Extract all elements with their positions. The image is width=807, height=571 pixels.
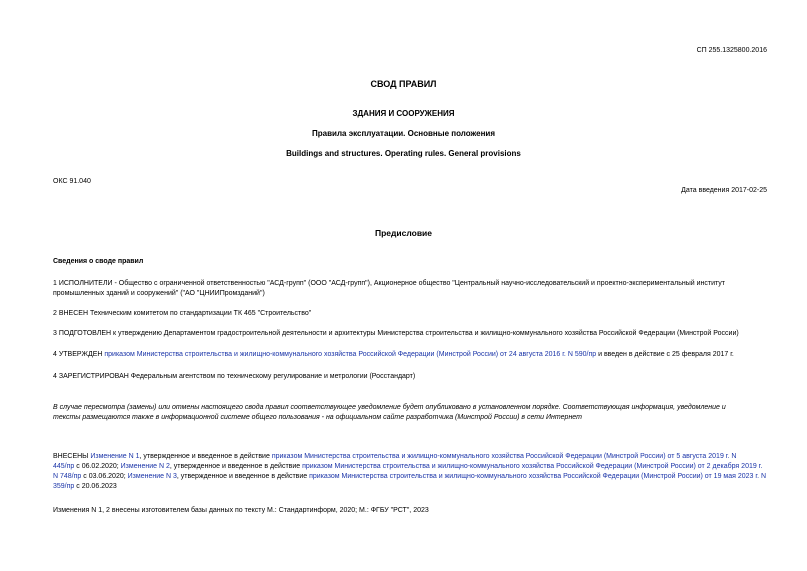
document-title-ru: Правила эксплуатации. Основные положения [312, 129, 495, 138]
changes-text: с 06.02.2020; [74, 463, 121, 470]
change-3-link[interactable]: Изменение N 3 [127, 473, 177, 480]
change-1-link[interactable]: Изменение N 1 [90, 453, 140, 460]
changes-line4 [53, 482, 769, 492]
order-359-link[interactable]: 359/пр [53, 483, 75, 490]
changes-line1 [53, 452, 769, 462]
item-prepared: 3 ПОДГОТОВЛЕН к утверждению Департаментом градостроительной деятельности и архитектуры Министерства строительства и жилищно-коммунального хозяйства Российской Федерации (Минстрой России) [53, 330, 739, 337]
document-code: СП 255.1325800.2016 [696, 47, 767, 54]
document-heading: СВОД ПРАВИЛ [370, 79, 437, 89]
footer-note: Изменения N 1, 2 внесены изготовителем базы данных по тексту М.: Стандартинформ, 2020; М.: ФГБУ "РСТ", 2023 [53, 507, 429, 514]
item-executors-line1: 1 ИСПОЛНИТЕЛИ - Общество с ограниченной ответственностью "АСД-групп" (ООО "АСД-групп"), Акционерное общество "Центральный научно-исследовательский и проектно-экспериментальный институт [53, 280, 725, 287]
changes-prefix: ВНЕСЕНЫ [53, 453, 91, 460]
changes-text: , утвержденное и введенное в действие [139, 453, 272, 460]
changes-text: , утвержденное и введенное в действие [176, 473, 310, 480]
notice-line2: тексты размещаются также в информационной системе общего пользования - на официальном сайте разработчика (Минстрой России) в сети Интернет [53, 414, 582, 421]
change-2-link[interactable]: Изменение N 2 [120, 463, 170, 470]
oks-code: ОКС 91.040 [53, 178, 91, 185]
item-executors [53, 279, 769, 299]
notice-line1: В случае пересмотра (замены) или отмены настоящего свода правил соответствующее уведомление будет опубликовано в установленном порядке. Соответствующая информация, уведомление и [53, 404, 726, 411]
notice-paragraph [53, 403, 769, 423]
preface-title: Предисловие [374, 228, 433, 238]
approval-order-link[interactable]: приказом Министерства строительства и жилищно-коммунального хозяйства Российской Федерации (Минстрой России) от 24 августа 2016 г. N 590/пр [104, 351, 597, 358]
changes-line3 [53, 472, 769, 482]
changes-text: , утвержденное и введенное в действие [169, 463, 303, 470]
item-executors-line2: промышленных зданий и сооружений" ("АО "ЦНИИПромзданий") [53, 290, 265, 297]
info-heading: Сведения о своде правил [53, 258, 144, 265]
item-registered: 4 ЗАРЕГИСТРИРОВАН Федеральным агентством по техническому регулирование и метрологии (Росстандарт) [53, 373, 416, 380]
item-approved-suffix: и введен в действие с 25 февраля 2017 г. [596, 351, 734, 358]
item-introduced: 2 ВНЕСЕН Техническим комитетом по стандартизации ТК 465 "Строительство" [53, 310, 312, 317]
order-748-link[interactable]: N 748/пр [53, 473, 82, 480]
order-2019-dec-link[interactable]: приказом Министерства строительства и жилищно-коммунального хозяйства Российской Федерации (Минстрой России) от 2 декабря 2019 г. [302, 463, 763, 470]
changes-paragraph [53, 452, 769, 492]
item-approved [53, 350, 769, 360]
changes-text: с 03.06.2020; [81, 473, 128, 480]
introduction-date: Дата введения 2017-02-25 [681, 187, 767, 194]
changes-line2 [53, 462, 769, 472]
item-approved-prefix: 4 УТВЕРЖДЕН [53, 351, 105, 358]
document-title-upper: ЗДАНИЯ И СООРУЖЕНИЯ [352, 109, 455, 118]
order-2023-may-link[interactable]: приказом Министерства строительства и жилищно-коммунального хозяйства Российской Федерации (Минстрой России) от 19 мая 2023 г. N [309, 473, 767, 480]
order-2019-aug-link[interactable]: приказом Министерства строительства и жилищно-коммунального хозяйства Российской Федерации (Минстрой России) от 5 августа 2019 г. N [271, 453, 737, 460]
order-445-link[interactable]: 445/пр [53, 463, 75, 470]
document-title-en: Buildings and structures. Operating rules. General provisions [286, 149, 521, 158]
changes-text: с 20.06.2023 [74, 483, 117, 490]
